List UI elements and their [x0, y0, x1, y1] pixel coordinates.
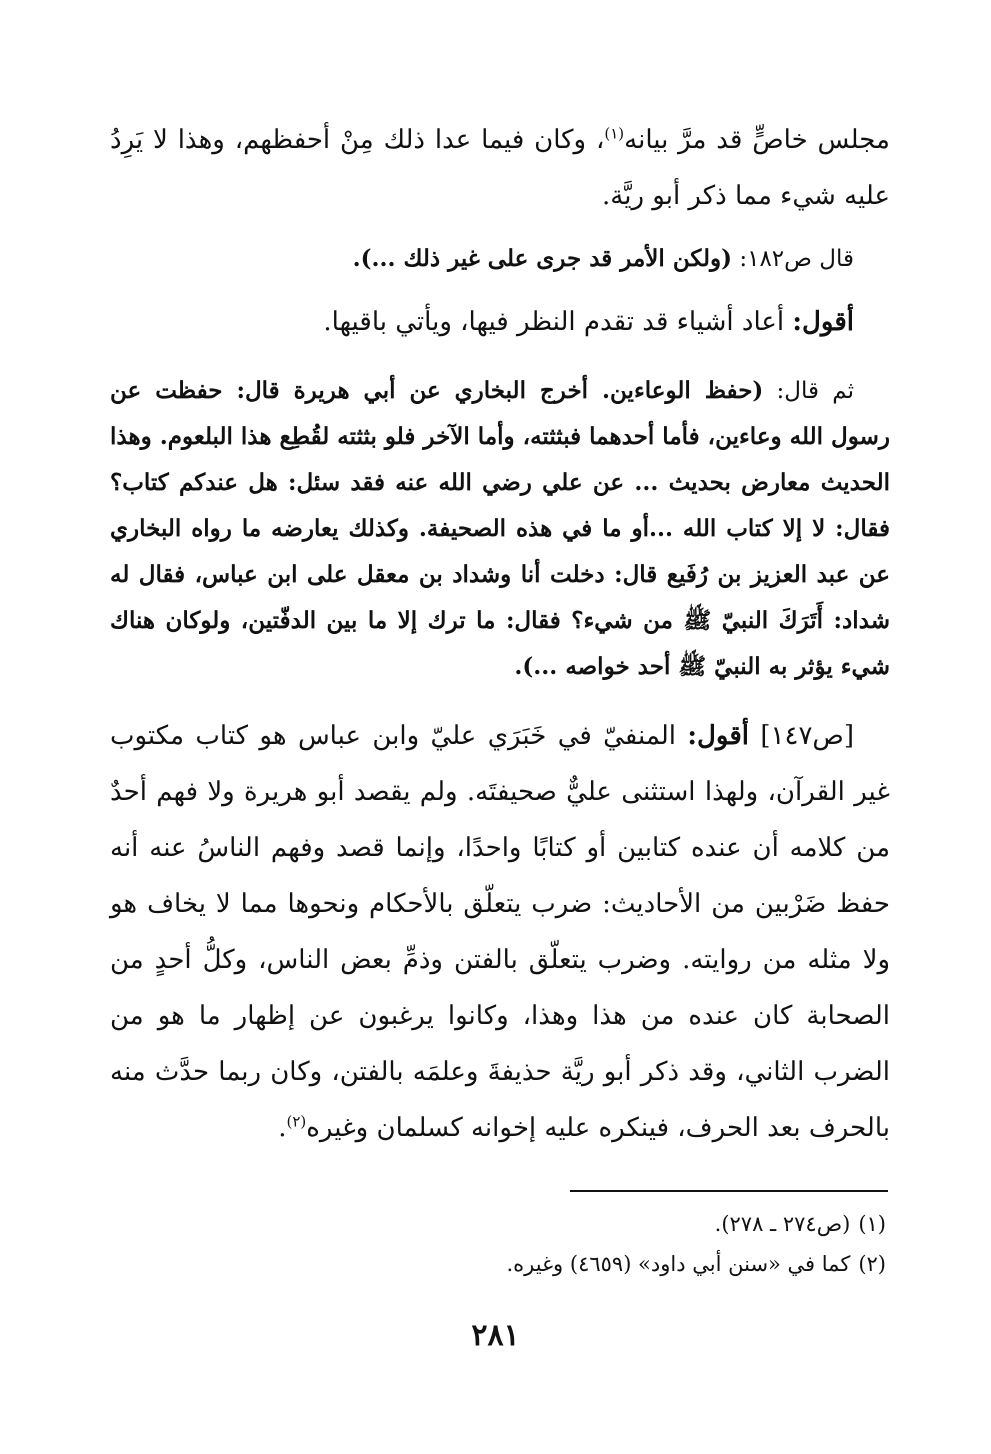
paragraph-1-text-a: مجلس خاصٍّ قد مرَّ بيانه	[624, 125, 890, 155]
paragraph-2	[110, 236, 890, 282]
paragraph-2-prefix: قال ص١٨٢:	[732, 246, 854, 272]
footnote-2-text: كما في «سنن أبي داود» (٤٦٥٩) وغيره.	[506, 1252, 851, 1276]
paragraph-5-end: .	[278, 1113, 287, 1143]
paragraph-1-text-b: ، وكان فيما عدا ذلك مِنْ أحفظهم، وهذا لا يَرِدُ عليه شيء مما ذكر أبو ريَّة.	[110, 125, 890, 211]
page-body	[110, 112, 890, 1156]
paragraph-5	[110, 708, 890, 1156]
page-number: ٢٨١	[471, 1318, 520, 1353]
paragraph-1	[110, 112, 890, 224]
footnote-2	[110, 1244, 890, 1284]
aqul-label-2: أقول:	[687, 721, 749, 751]
footnote-ref-2: (٢)	[286, 1112, 307, 1131]
paragraph-2-quote: (ولكن الأمر قد جرى على غير ذلك ...).	[352, 245, 733, 272]
paragraph-3	[110, 294, 890, 350]
footnotes	[110, 1204, 890, 1284]
page-reference: [ص١٤٧]	[748, 721, 854, 751]
paragraph-4	[110, 368, 890, 690]
paragraph-5-text: المنفيّ في خَبَرَي عليّ وابن عباس هو كتاب مكتوب غير القرآن، ولهذا استثنى عليٌّ صحيفتَه. ولم يقصد أبو هريرة ولا فهم أحدٌ من كلامه أن عنده كتابين أو كتابًا واحدًا، وإنما قصد وفهم الناسُ عنه أنه حفظ ضَرْبين من الأحاديث: ضرب يتعلّق بالأحكام ونحوها مما لا يخاف هو ولا مثله من روايته. وضرب يتعلّق بالفتن وذمِّ بعض الناس، وكلُّ أحدٍ من الصحابة كان عنده من هذا وهذا، وكانوا يرغبون عن إظهار ما هو من الضرب الثاني، وقد ذكر أبو ريَّة حذيفةَ وعلمَه بالفتن، وكان ربما حدَّث منه بالحرف بعد الحرف، فينكره عليه إخوانه كسلمان وغيره	[110, 721, 890, 1143]
footnote-2-number: (٢)	[858, 1252, 886, 1276]
paragraph-4-prefix: ثم قال:	[763, 378, 854, 404]
aqul-label: أقول:	[792, 307, 854, 337]
footnote-1-text: (ص٢٧٤ ـ ٢٧٨).	[714, 1212, 851, 1236]
paragraph-4-quote: (حفظ الوعاءين. أخرج البخاري عن أبي هريرة قال: حفظت عن رسول الله وعاءين، فأما أحدهما فبثثته، وأما الآخر فلو بثثته لقُطِع هذا البلعوم. وهذا الحديث معارض بحديث ... عن علي رضي الله عنه فقد سئل: هل عندكم كتاب؟ فقال: لا إلا كتاب الله ...أو ما في هذه الصحيفة. وكذلك يعارضه ما رواه البخاري عن عبد العزيز بن رُفَيع قال: دخلت أنا وشداد بن معقل على ابن عباس، فقال له شداد: أَتَرَكَ النبيّ ﷺ من شيء؟ فقال: ما ترك إلا ما بين الدفّتين، ولوكان هناك شيء يؤثر به النبيّ ﷺ أحد خواصه ...).	[110, 377, 890, 680]
footnote-1-number: (١)	[858, 1212, 886, 1236]
footnote-ref-1: (١)	[604, 124, 625, 143]
footnote-divider	[570, 1190, 888, 1192]
footnote-1	[110, 1204, 890, 1244]
paragraph-3-text: أعاد أشياء قد تقدم النظر فيها، ويأتي باقيها.	[323, 307, 793, 337]
